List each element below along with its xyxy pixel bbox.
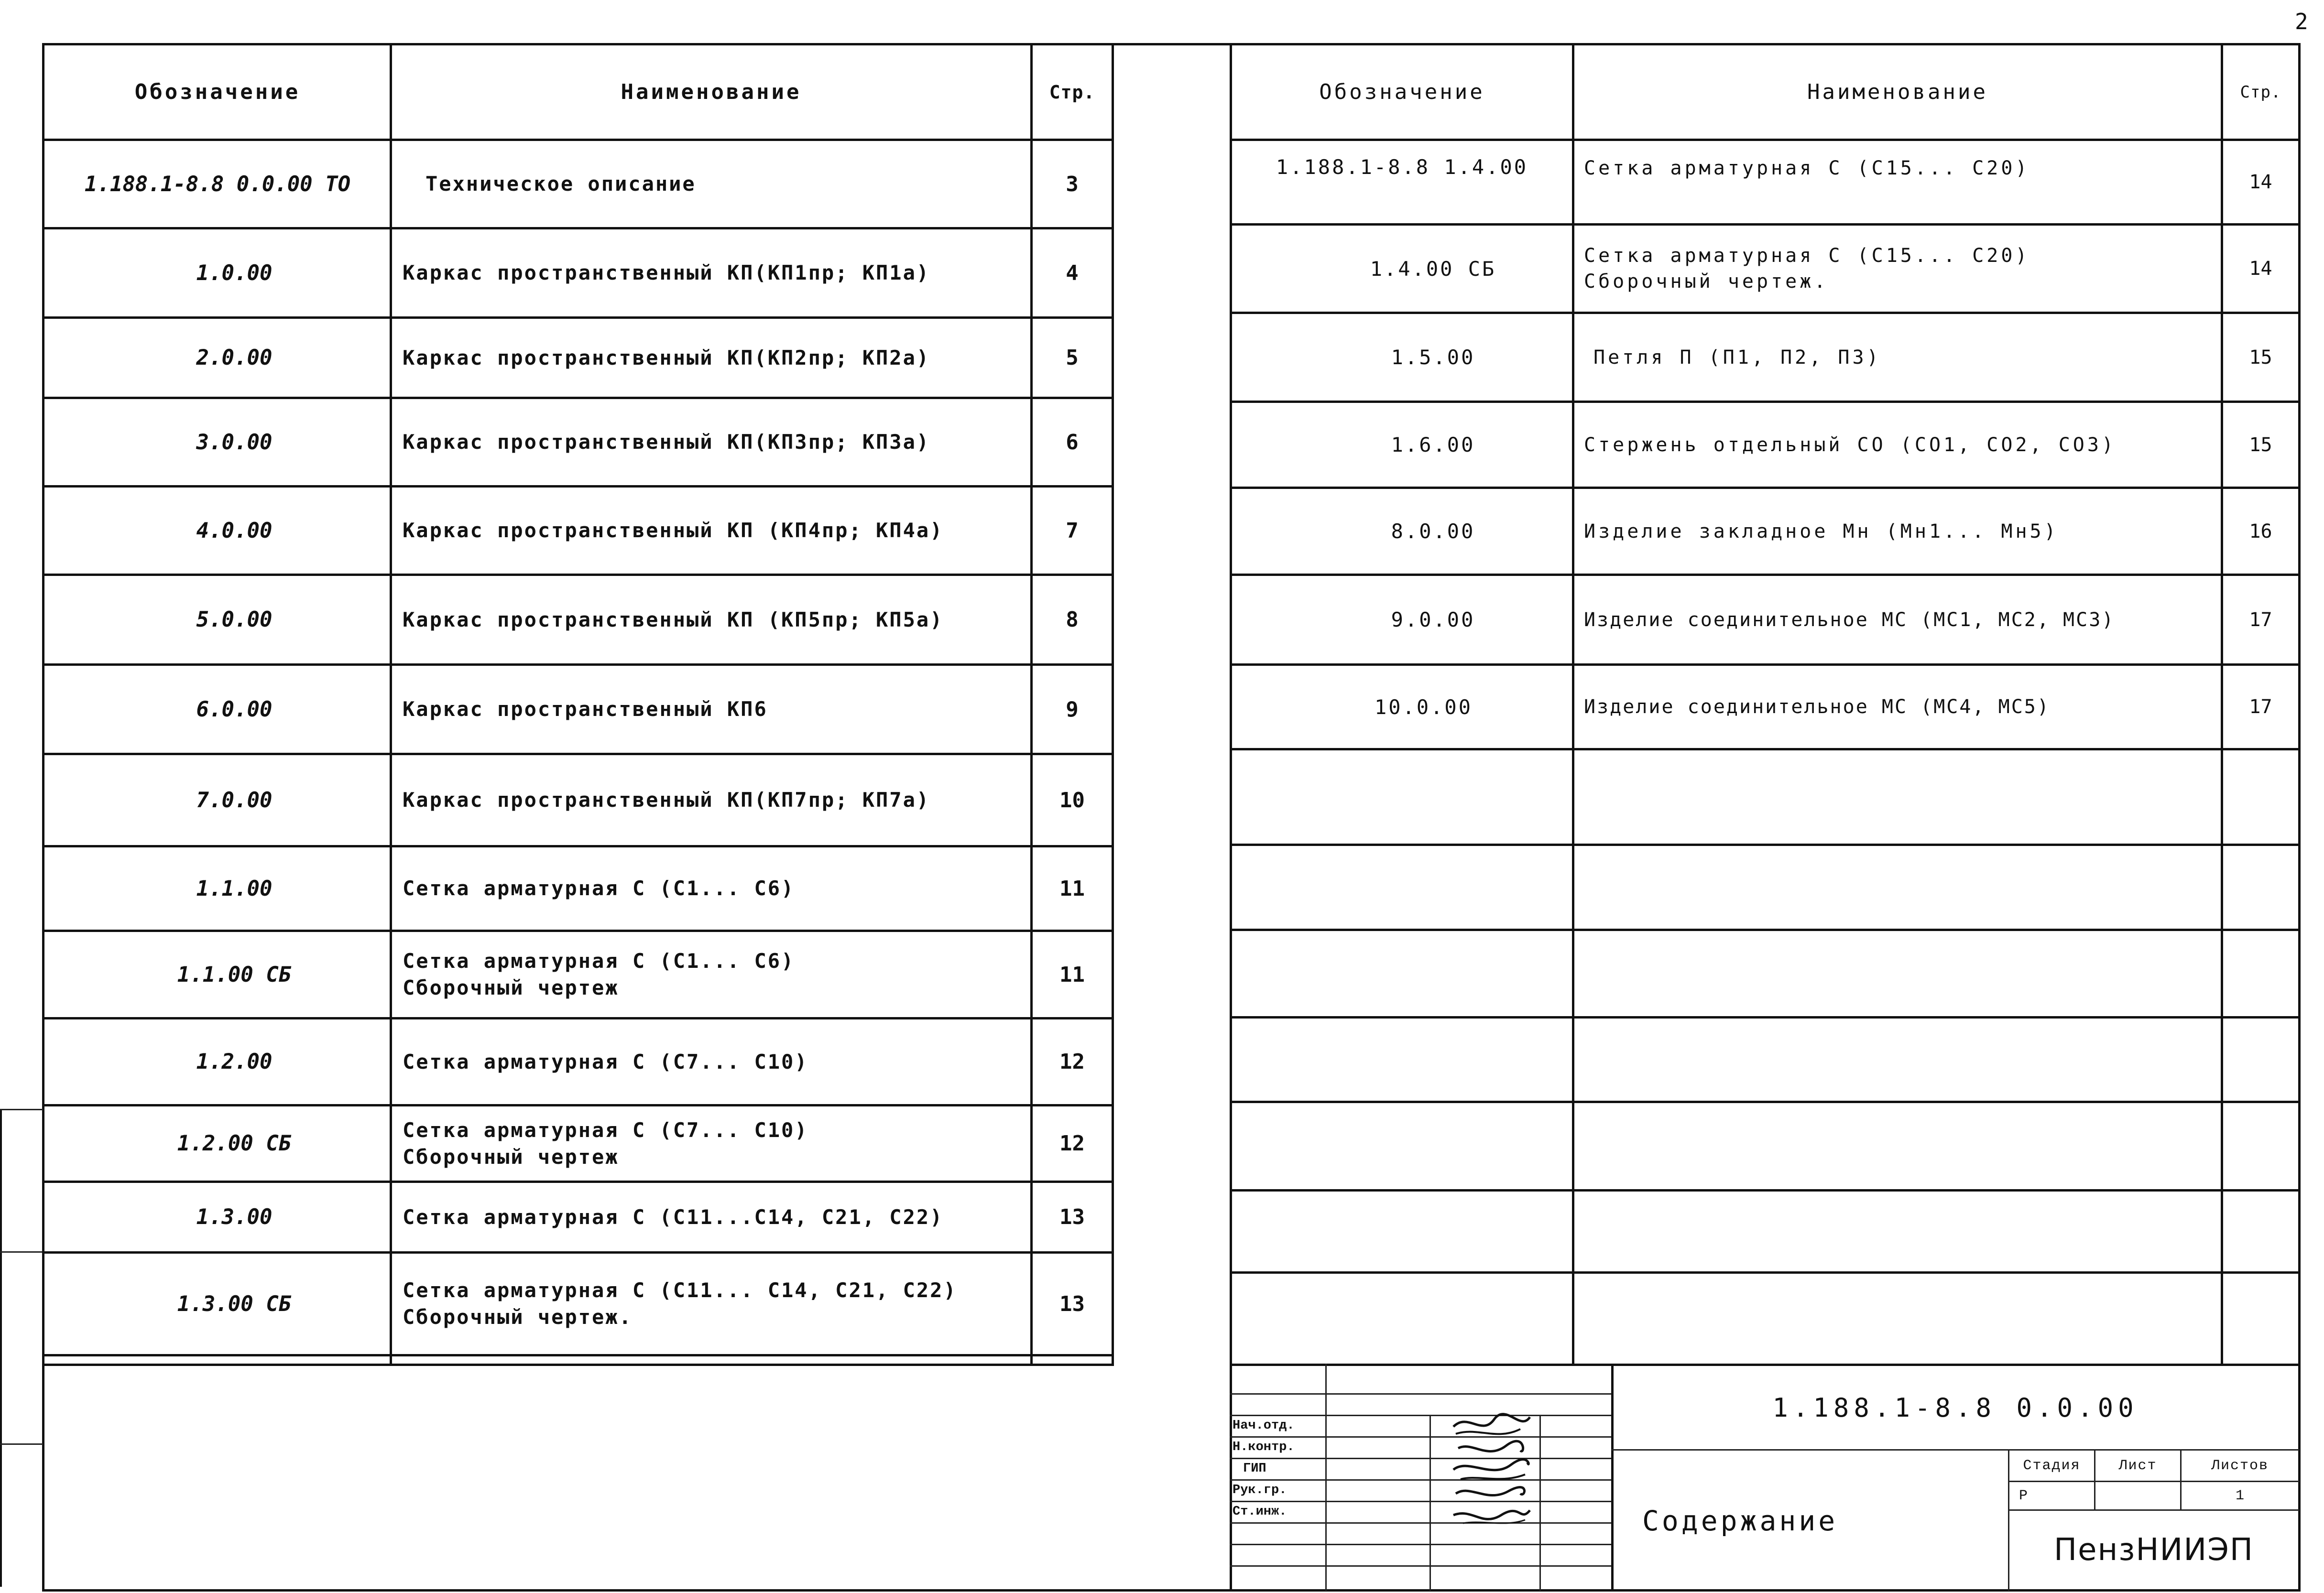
left-row-page: 10 xyxy=(1059,788,1085,813)
left-row-designation: 3.0.00 xyxy=(196,430,273,455)
left-row-name: Каркас пространственный КП6 xyxy=(403,697,768,721)
left-row-page: 9 xyxy=(1066,697,1079,722)
left-row-name: Каркас пространственный КП(КП7пр; КП7а) xyxy=(403,788,930,812)
right-row-page: 15 xyxy=(2249,346,2272,368)
signature-role-label: Рук.гр. xyxy=(1233,1483,1287,1497)
left-row-name xyxy=(392,1106,1030,1181)
left-row-name-line: Сетка арматурная С (С1... С6) xyxy=(403,949,795,973)
right-row-designation: 8.0.00 xyxy=(1391,520,1475,543)
sheet-value xyxy=(2095,1482,2180,1509)
document-code: 1.188.1-8.8 0.0.00 xyxy=(1772,1392,2139,1423)
signature-role-label: Нач.отд. xyxy=(1233,1419,1295,1433)
sheet-label: Лист xyxy=(2118,1457,2157,1474)
left-row-page: 11 xyxy=(1059,962,1085,987)
left-row-designation: 5.0.00 xyxy=(196,607,273,632)
signatures-image xyxy=(1449,1412,1535,1565)
left-header-name: Наименование xyxy=(621,80,802,104)
left-row-name: Каркас пространственный КП(КП2пр; КП2а) xyxy=(403,346,930,369)
left-row-designation: 2.0.00 xyxy=(196,346,273,370)
left-row-name: Сетка арматурная С (С7... С10) xyxy=(403,1050,808,1073)
right-row-name xyxy=(1574,226,2221,312)
sheets-value: 1 xyxy=(2235,1487,2244,1504)
left-row-page: 13 xyxy=(1059,1205,1085,1229)
right-row-page: 16 xyxy=(2249,520,2272,542)
left-row-designation: 1.2.00 xyxy=(196,1050,273,1074)
left-row-designation: 1.0.00 xyxy=(196,260,273,285)
left-row-page: 11 xyxy=(1059,876,1085,901)
left-row-designation: 1.2.00 СБ xyxy=(177,1131,292,1156)
right-row-name: Стержень отдельный СО (СО1, СО2, СО3) xyxy=(1584,433,2117,456)
right-row-page: 15 xyxy=(2249,433,2272,456)
left-row-designation: 7.0.00 xyxy=(196,788,273,813)
signature-role-label: ГИП xyxy=(1243,1462,1266,1476)
left-row-designation: 1.3.00 xyxy=(196,1205,273,1229)
right-row-name: Изделие соединительное МС (МС1, МС2, МС3) xyxy=(1584,608,2115,631)
left-row-name-line: Сетка арматурная С (С11... С14, С21, С22) xyxy=(403,1279,957,1302)
left-row-name-line: Сетка арматурная С (С7... С10) xyxy=(403,1118,808,1142)
left-row-name: Техническое описание xyxy=(426,172,696,195)
right-row-page: 14 xyxy=(2249,171,2272,193)
right-row-designation: 9.0.00 xyxy=(1391,608,1475,631)
left-row-designation: 1.3.00 СБ xyxy=(177,1291,292,1316)
left-row-name: Сетка арматурная С (С1... С6) xyxy=(403,877,795,900)
left-row-page: 3 xyxy=(1066,172,1079,196)
left-row-name xyxy=(392,932,1030,1017)
right-row-page: 14 xyxy=(2249,258,2272,280)
left-row-page: 6 xyxy=(1066,430,1079,455)
right-row-name: Изделие соединительное МС (МС4, МС5) xyxy=(1584,696,2050,718)
stage-value: Р xyxy=(2019,1487,2028,1504)
right-row-name-line: Сетка арматурная С (С15... С20) xyxy=(1584,245,2030,267)
right-row-name: Изделие закладное Мн (Мн1... Мн5) xyxy=(1584,520,2059,542)
left-row-name-line: Сборочный чертеж xyxy=(403,1145,619,1169)
stage-label: Стадия xyxy=(2023,1457,2081,1474)
right-row-designation: 1.5.00 xyxy=(1391,346,1475,369)
right-row-page: 17 xyxy=(2249,608,2272,631)
left-header-designation: Обозначение xyxy=(134,80,301,104)
left-row-designation: 4.0.00 xyxy=(196,518,273,543)
left-row-name: Сетка арматурная С (С11...С14, С21, С22) xyxy=(403,1205,944,1229)
left-row-name: Каркас пространственный КП (КП5пр; КП5а) xyxy=(403,607,944,631)
signature-role-label: Ст.инж. xyxy=(1233,1505,1287,1519)
left-row-designation: 1.188.1-8.8 0.0.00 ТО xyxy=(84,172,351,196)
left-row-page: 7 xyxy=(1066,518,1079,543)
right-row-name-line: Сборочный чертеж. xyxy=(1584,271,1829,293)
left-row-name xyxy=(392,1254,1030,1354)
right-row-name: Петля П (П1, П2, П3) xyxy=(1593,346,1881,368)
left-row-designation: 1.1.00 СБ xyxy=(177,962,292,987)
left-row-page: 5 xyxy=(1066,346,1079,370)
organization-name: ПензНИИЭП xyxy=(2053,1532,2254,1568)
left-row-name: Каркас пространственный КП(КП3пр; КП3а) xyxy=(403,430,930,454)
left-bottom-border xyxy=(42,1364,1113,1366)
sheet-corner-number: 2 xyxy=(2295,9,2308,34)
right-header-designation: Обозначение xyxy=(1319,80,1485,104)
right-row-designation: 1.6.00 xyxy=(1391,433,1475,456)
right-row-designation: 1.188.1-8.8 1.4.00 xyxy=(1276,155,1528,179)
right-header-page: Стр. xyxy=(2240,82,2281,102)
left-row-page: 4 xyxy=(1066,260,1079,285)
left-row-page: 8 xyxy=(1066,607,1079,632)
right-row-name: Сетка арматурная С (С15... С20) xyxy=(1584,157,2030,179)
right-row-designation: 10.0.00 xyxy=(1374,695,1473,719)
sheets-label: Листов xyxy=(2211,1457,2269,1474)
right-row-designation: 1.4.00 СБ xyxy=(1370,257,1496,281)
right-header-name: Наименование xyxy=(1807,80,1988,104)
document-title: Содержание xyxy=(1642,1505,1838,1537)
left-row-name-line: Сборочный чертеж. xyxy=(403,1305,633,1329)
left-row-designation: 1.1.00 xyxy=(196,876,273,901)
left-row-page: 12 xyxy=(1059,1131,1085,1156)
left-row-page: 13 xyxy=(1059,1291,1085,1316)
left-header-page: Стр. xyxy=(1049,81,1095,103)
left-row-name-line: Сборочный чертеж xyxy=(403,976,619,999)
left-row-name: Каркас пространственный КП(КП1пр; КП1а) xyxy=(403,261,930,284)
left-row-name: Каркас пространственный КП (КП4пр; КП4а) xyxy=(403,519,944,542)
left-row-page: 12 xyxy=(1059,1050,1085,1074)
left-row-designation: 6.0.00 xyxy=(196,697,273,722)
right-row-page: 17 xyxy=(2249,696,2272,718)
signature-role-label: Н.контр. xyxy=(1233,1440,1295,1454)
